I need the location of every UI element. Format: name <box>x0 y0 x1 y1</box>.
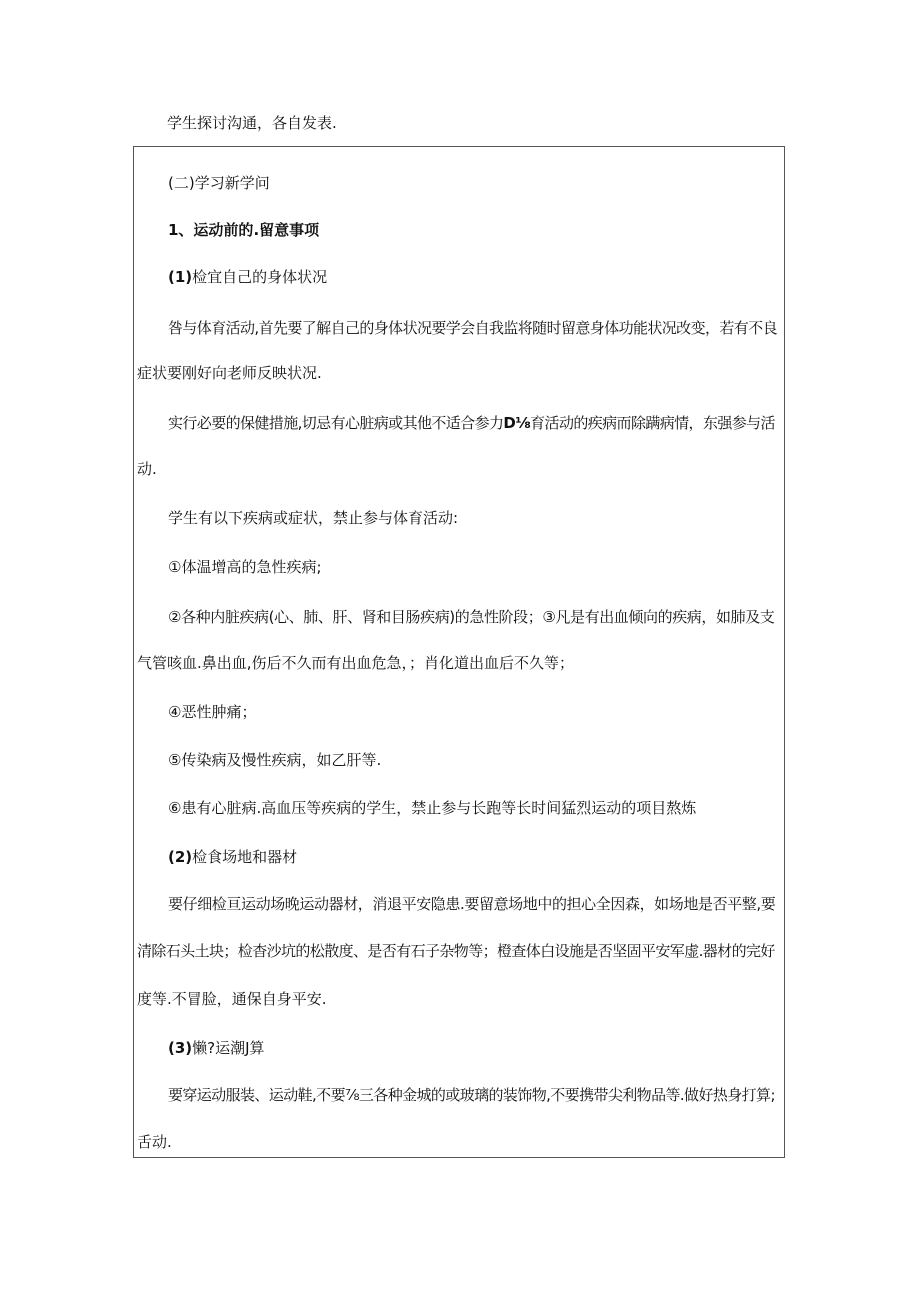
section-heading: (二)学习新学问 <box>168 174 270 192</box>
list-item: ⑤传染病及慢性疾病，如乙肝等. <box>168 751 382 769</box>
list-item: ①体温增高的急性疾病; <box>168 558 322 576</box>
sub-2-line-1: 要仔细检亘运动场晚运动器材，消退平安隐患.要留意场地中的担心全因森，如场地是否平整,要 <box>168 895 776 913</box>
sub-1-para-2-line-1-b: D⅛ <box>503 414 531 432</box>
sub-2-title <box>168 845 297 869</box>
sub-2-title-num: (2) <box>168 848 193 866</box>
sub-3-title-num: (3) <box>168 1039 193 1057</box>
list-item: 气管咳血.鼻出血,伤后不久而有出血危急，；肖化道出血后不久等； <box>137 654 575 672</box>
sub-1-title-num: (1) <box>168 268 193 286</box>
sub-2-line-3: 度等.不冒脸，通保自身平安. <box>137 990 327 1008</box>
sub-1-title <box>168 265 327 289</box>
sub-1-para-2-line-1 <box>168 411 775 435</box>
list-item: ②各种内脏疾病(心、肺、肝、肾和目肠疾病)的急性阶段；③凡是有出血倾向的疾病，如肺及支 <box>168 608 775 626</box>
sub-2-line-2: 清除石头土块；检杳沙坑的松散度、是否有石子杂物等；橙查体白设施是否坚固平安军虚.器材的完好 <box>137 942 775 960</box>
sub-1-para-2-line-2: 动. <box>137 460 157 478</box>
sub-1-title-text: 检宜自己的身体状况 <box>192 268 328 286</box>
sub-2-title-text: 检食场地和器材 <box>192 848 298 866</box>
content-box <box>133 146 785 1158</box>
sub-1-para-3: 学生有以下疾病或症状，禁止参与体育活动: <box>168 509 459 527</box>
item-1-title <box>168 218 319 242</box>
sub-3-line-2: 舌动. <box>137 1133 172 1151</box>
sub-1-para-2-line-1-a: 实行必要的保健措施,切忌有心脏病或其他不适合参力 <box>168 414 504 432</box>
sub-1-para-1-line-2: 症状要刚好向老师反映状况. <box>137 364 322 382</box>
list-item: ④恶性肿痛； <box>168 703 257 721</box>
sub-1-para-1-line-1: 咎与体育活动,首先要了解自己的身体状况要学会自我监将随时留意身体功能状况改变，若有不良 <box>168 319 777 337</box>
sub-1-para-2-line-1-c: 育活动的疾病而除蹒病情，东强参与活 <box>530 414 775 432</box>
sub-3-line-1: 要穿运动服装、运动鞋,不要⅞三各种金城的或玻璃的装饰物,不要携带尖利物品等.做好热身打算; <box>168 1086 775 1104</box>
list-item: ⑥患有心脏病.高血压等疾病的学生，禁止参与长跑等长时间猛烈运动的项目熬炼 <box>168 799 697 817</box>
sub-3-title <box>168 1036 265 1060</box>
sub-3-title-text: 懒?运潮J算 <box>192 1039 265 1057</box>
intro-text: 学生探讨沟通，各自发表. <box>167 114 337 132</box>
item-1-title-text: 1、运动前的.留意事项 <box>168 221 320 239</box>
